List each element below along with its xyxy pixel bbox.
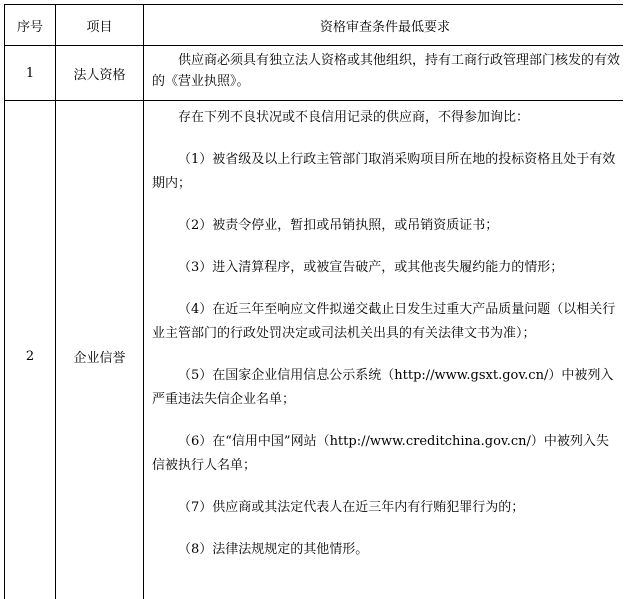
requirement-clause-8: （8）法律法规规定的其他情形。 [178, 542, 369, 557]
requirement-clause-6: （6）在“信用中国”网站（http://www.creditchina.gov.cn/）中被列入失信被执行人名单； [152, 434, 609, 473]
qualification-table [4, 4, 623, 599]
requirement-clause-2: （2）被责令停业，暂扣或吊销执照，或吊销资质证书； [178, 218, 499, 233]
requirement-intro: 存在下列不良状况或不良信用记录的供应商，不得参加询比： [178, 110, 530, 125]
table-row [5, 46, 624, 101]
row-item: 企业信誉 [56, 101, 144, 599]
requirement-clause-3: （3）进入清算程序，或被宣告破产，或其他丧失履约能力的情形； [178, 260, 564, 275]
requirement-paragraph: 供应商必须具有独立法人资格或其他组织，持有工商行政管理部门核发的有效的《营业执照》。 [152, 53, 621, 89]
table-header-row [5, 5, 624, 46]
table-row [5, 101, 624, 599]
row-item: 法人资格 [56, 46, 144, 101]
requirement-clause-4: （4）在近三年至响应文件拟递交截止日发生过重大产品质量问题（以相关行业主管部门的行政处罚决定或司法机关出具的有关法律文书为准）； [152, 302, 616, 341]
document-page [4, 4, 623, 599]
header-item: 项目 [56, 5, 144, 46]
row-requirement [144, 101, 624, 599]
row-requirement [144, 46, 624, 101]
header-requirement: 资格审查条件最低要求 [144, 5, 624, 46]
requirement-clause-5: （5）在国家企业信用信息公示系统（http://www.gsxt.gov.cn/）中被列入严重违法失信企业名单； [152, 368, 614, 407]
header-no: 序号 [5, 5, 56, 46]
requirement-clause-7: （7）供应商或其法定代表人在近三年内有行贿犯罪行为的； [178, 500, 525, 515]
row-no: 2 [5, 101, 56, 599]
row-no: 1 [5, 46, 56, 101]
requirement-clause-1: （1）被省级及以上行政主管部门取消采购项目所在地的投标资格且处于有效期内； [152, 152, 616, 191]
